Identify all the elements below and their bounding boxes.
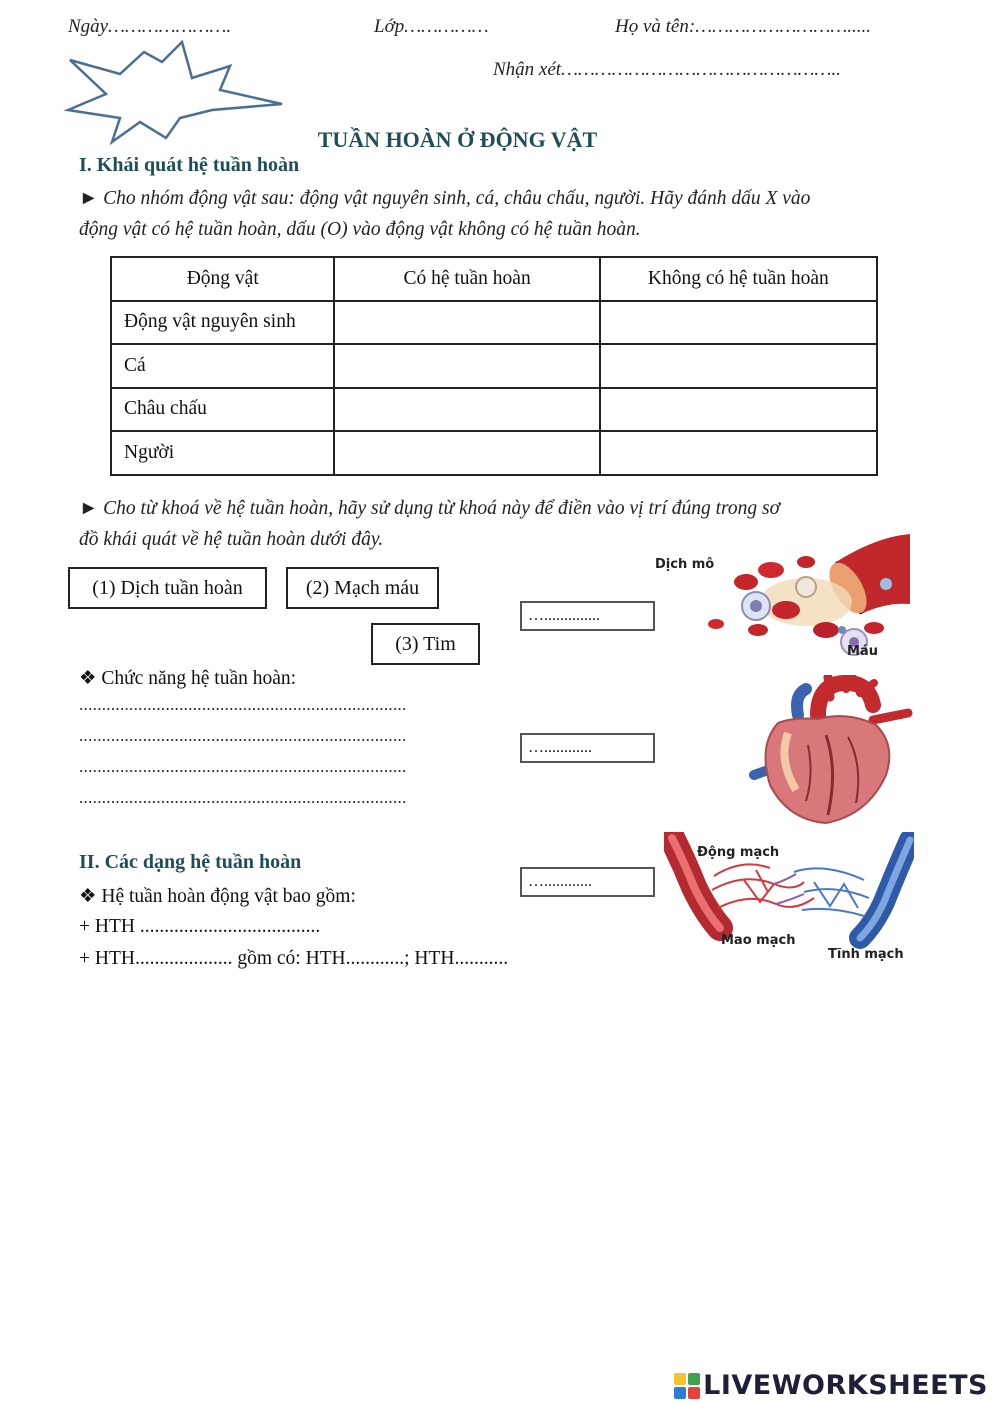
function-line-4[interactable]: ........................................................................	[79, 788, 407, 807]
table-row	[111, 388, 877, 432]
instruction-1-line-2: động vật có hệ tuần hoàn, dấu (O) vào động vật không có hệ tuần hoàn.	[79, 219, 641, 240]
section-2-heading: II. Các dạng hệ tuần hoàn	[79, 851, 302, 873]
label-tissue-fluid: Dịch mô	[655, 557, 715, 572]
answer-blank-1[interactable]: …..............	[520, 601, 655, 631]
keyword-heart[interactable]: (3) Tim	[371, 623, 480, 665]
answer-cell-has[interactable]	[334, 388, 599, 432]
label-capillary: Mao mạch	[721, 933, 796, 948]
function-line-1[interactable]: ........................................................................	[79, 695, 407, 714]
animal-cell: Châu chấu	[111, 388, 334, 432]
answer-blank-2[interactable]: …............	[520, 733, 655, 763]
keyword-circulating-fluid[interactable]: (1) Dịch tuần hoàn	[68, 567, 267, 609]
instruction-1-line-1: ► Cho nhóm động vật sau: động vật nguyên sinh, cá, châu chấu, người. Hãy đánh dấu X vào	[79, 188, 811, 209]
table-row	[111, 301, 877, 345]
system-types-intro: ❖ Hệ tuần hoàn động vật bao gồm:	[79, 886, 356, 907]
keyword-blood-vessel[interactable]: (2) Mạch máu	[286, 567, 439, 609]
function-line-2[interactable]: ........................................................................	[79, 726, 407, 745]
heart-illustration	[748, 675, 914, 825]
table-header-cell: Có hệ tuần hoàn	[334, 257, 599, 301]
table-header-cell: Không có hệ tuần hoàn	[600, 257, 877, 301]
answer-cell-has-not[interactable]	[600, 301, 877, 345]
answer-cell-has[interactable]	[334, 301, 599, 345]
answer-cell-has-not[interactable]	[600, 388, 877, 432]
animal-cell: Người	[111, 431, 334, 475]
table-row	[111, 344, 877, 388]
function-line-3[interactable]: ........................................................................	[79, 757, 407, 776]
answer-cell-has-not[interactable]	[600, 431, 877, 475]
label-artery: Động mạch	[697, 845, 780, 860]
blood-illustration	[686, 532, 912, 660]
label-blood: Máu	[847, 644, 878, 659]
function-label: ❖ Chức năng hệ tuần hoàn:	[79, 668, 297, 689]
answer-cell-has[interactable]	[334, 431, 599, 475]
instruction-1	[79, 183, 909, 245]
comment-field: Nhận xét…………………………………………..	[493, 59, 841, 80]
instruction-2-line-2: đồ khái quát về hệ tuần hoàn dưới đây.	[79, 529, 384, 550]
table-row	[111, 431, 877, 475]
system-type-line-2[interactable]: + HTH.................... gồm có: HTH............; HTH...........	[79, 948, 509, 969]
table-header-row	[111, 257, 877, 301]
animal-cell: Động vật nguyên sinh	[111, 301, 334, 345]
section-1-heading: I. Khái quát hệ tuần hoàn	[79, 154, 300, 176]
label-vein: Tĩnh mạch	[828, 947, 904, 962]
liveworksheets-logo	[674, 1370, 988, 1401]
date-field: Ngày………………….	[68, 16, 232, 37]
instruction-2-line-1: ► Cho từ khoá về hệ tuần hoàn, hãy sử dụng từ khoá này để điền vào vị trí đúng trong sơ	[79, 498, 781, 519]
logo-text: LIVEWORKSHEETS	[703, 1370, 988, 1401]
class-field: Lớp……………	[374, 16, 489, 37]
table-header-cell: Động vật	[111, 257, 334, 301]
page-title: TUẦN HOÀN Ở ĐỘNG VẬT	[317, 127, 598, 152]
animal-cell: Cá	[111, 344, 334, 388]
classification-table	[110, 256, 878, 476]
answer-blank-3[interactable]: …............	[520, 867, 655, 897]
answer-cell-has-not[interactable]	[600, 344, 877, 388]
answer-cell-has[interactable]	[334, 344, 599, 388]
name-field: Họ và tên:……………………….....	[615, 16, 871, 37]
system-type-line-1[interactable]: + HTH .....................................	[79, 916, 321, 937]
logo-icon	[674, 1373, 700, 1399]
